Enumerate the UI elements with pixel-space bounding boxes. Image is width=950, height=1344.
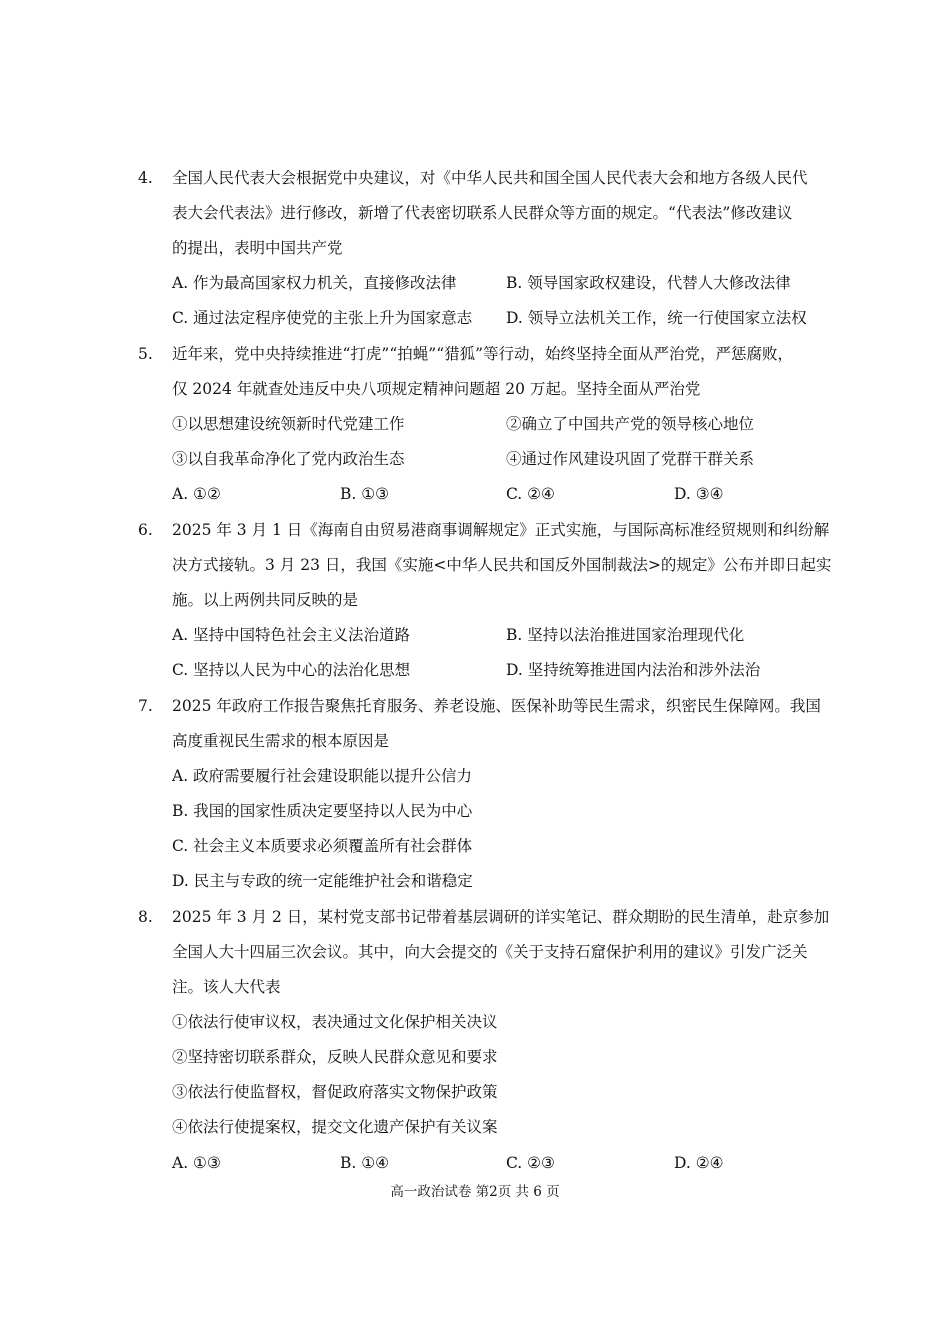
question-8-option-d: D. ②④ (674, 1154, 724, 1172)
question-5-statement-1: ①以思想建设统领新时代党建工作 (172, 415, 405, 433)
question-8-statement-4: ④依法行使提案权，提交文化遗产保护有关议案 (172, 1118, 498, 1136)
question-6-option-c: C. 坚持以人民为中心的法治化思想 (172, 661, 411, 679)
question-5-option-d: D. ③④ (674, 485, 724, 503)
question-4-stem-line-1: 全国人民代表大会根据党中央建议，对《中华人民共和国全国人民代表大会和地方各级人民代 (172, 169, 808, 187)
question-4-number: 4. (138, 169, 153, 187)
question-8-stem-line-3: 注。该人大代表 (172, 978, 281, 996)
question-4-stem-line-2: 表大会代表法》进行修改，新增了代表密切联系人民群众等方面的规定。“代表法”修改建议 (172, 204, 793, 222)
question-5-option-c: C. ②④ (506, 485, 555, 503)
question-6-stem-line-2: 决方式接轨。3 月 23 日，我国《实施<中华人民共和国反外国制裁法>的规定》公布并即日起实 (172, 556, 832, 574)
question-4-option-b: B. 领导国家政权建设，代替人大修改法律 (506, 274, 791, 292)
question-7-option-d: D. 民主与专政的统一定能维护社会和谐稳定 (172, 872, 473, 890)
question-5-statement-3: ③以自我革命净化了党内政治生态 (172, 450, 405, 468)
question-8-stem-line-2: 全国人大十四届三次会议。其中，向大会提交的《关于支持石窟保护利用的建议》引发广泛关 (172, 943, 808, 961)
question-8-statement-2: ②坚持密切联系群众，反映人民群众意见和要求 (172, 1048, 498, 1066)
question-7-number: 7. (138, 697, 153, 715)
question-5-option-a: A. ①② (172, 485, 221, 503)
question-7-stem-line-1: 2025 年政府工作报告聚焦托育服务、养老设施、医保补助等民生需求，织密民生保障网。我国 (172, 697, 821, 715)
question-5-statement-4: ④通过作风建设巩固了党群干群关系 (506, 450, 755, 468)
question-4-stem-line-3: 的提出，表明中国共产党 (172, 239, 343, 257)
question-5-option-b: B. ①③ (340, 485, 390, 503)
question-8-stem-line-1: 2025 年 3 月 2 日，某村党支部书记带着基层调研的详实笔记、群众期盼的民生清单，赴京参加 (172, 908, 830, 926)
question-4-option-d: D. 领导立法机关工作，统一行使国家立法权 (506, 309, 807, 327)
question-5-stem-line-1: 近年来，党中央持续推进“打虎”“拍蝇”“猎狐”等行动，始终坚持全面从严治党，严惩腐败， (172, 345, 794, 363)
question-5-stem-line-2: 仅 2024 年就查处违反中央八项规定精神问题超 20 万起。坚持全面从严治党 (172, 380, 701, 398)
question-5-statement-2: ②确立了中国共产党的领导核心地位 (506, 415, 755, 433)
page-footer: 高一政治试卷 第2页 共 6 页 (390, 1184, 560, 1200)
question-7-option-c: C. 社会主义本质要求必须覆盖所有社会群体 (172, 837, 473, 855)
question-8-option-b: B. ①④ (340, 1154, 390, 1172)
question-8-option-a: A. ①③ (172, 1154, 221, 1172)
question-8-statement-1: ①依法行使审议权，表决通过文化保护相关决议 (172, 1013, 498, 1031)
question-8-statement-3: ③依法行使监督权，督促政府落实文物保护政策 (172, 1083, 498, 1101)
question-6-option-b: B. 坚持以法治推进国家治理现代化 (506, 626, 745, 644)
question-4-option-c: C. 通过法定程序使党的主张上升为国家意志 (172, 309, 473, 327)
question-6-stem-line-1: 2025 年 3 月 1 日《海南自由贸易港商事调解规定》正式实施，与国际高标准经贸规则和纠纷解 (172, 521, 830, 539)
question-7-stem-line-2: 高度重视民生需求的根本原因是 (172, 732, 390, 750)
question-8-option-c: C. ②③ (506, 1154, 555, 1172)
question-6-number: 6. (138, 521, 153, 539)
question-7-option-a: A. 政府需要履行社会建设职能以提升公信力 (172, 767, 473, 785)
question-8-number: 8. (138, 908, 153, 926)
question-4-option-a: A. 作为最高国家权力机关，直接修改法律 (172, 274, 457, 292)
question-7-option-b: B. 我国的国家性质决定要坚持以人民为中心 (172, 802, 473, 820)
question-6-stem-line-3: 施。以上两例共同反映的是 (172, 591, 359, 609)
question-6-option-a: A. 坚持中国特色社会主义法治道路 (172, 626, 411, 644)
question-5-number: 5. (138, 345, 153, 363)
question-6-option-d: D. 坚持统筹推进国内法治和涉外法治 (506, 661, 761, 679)
